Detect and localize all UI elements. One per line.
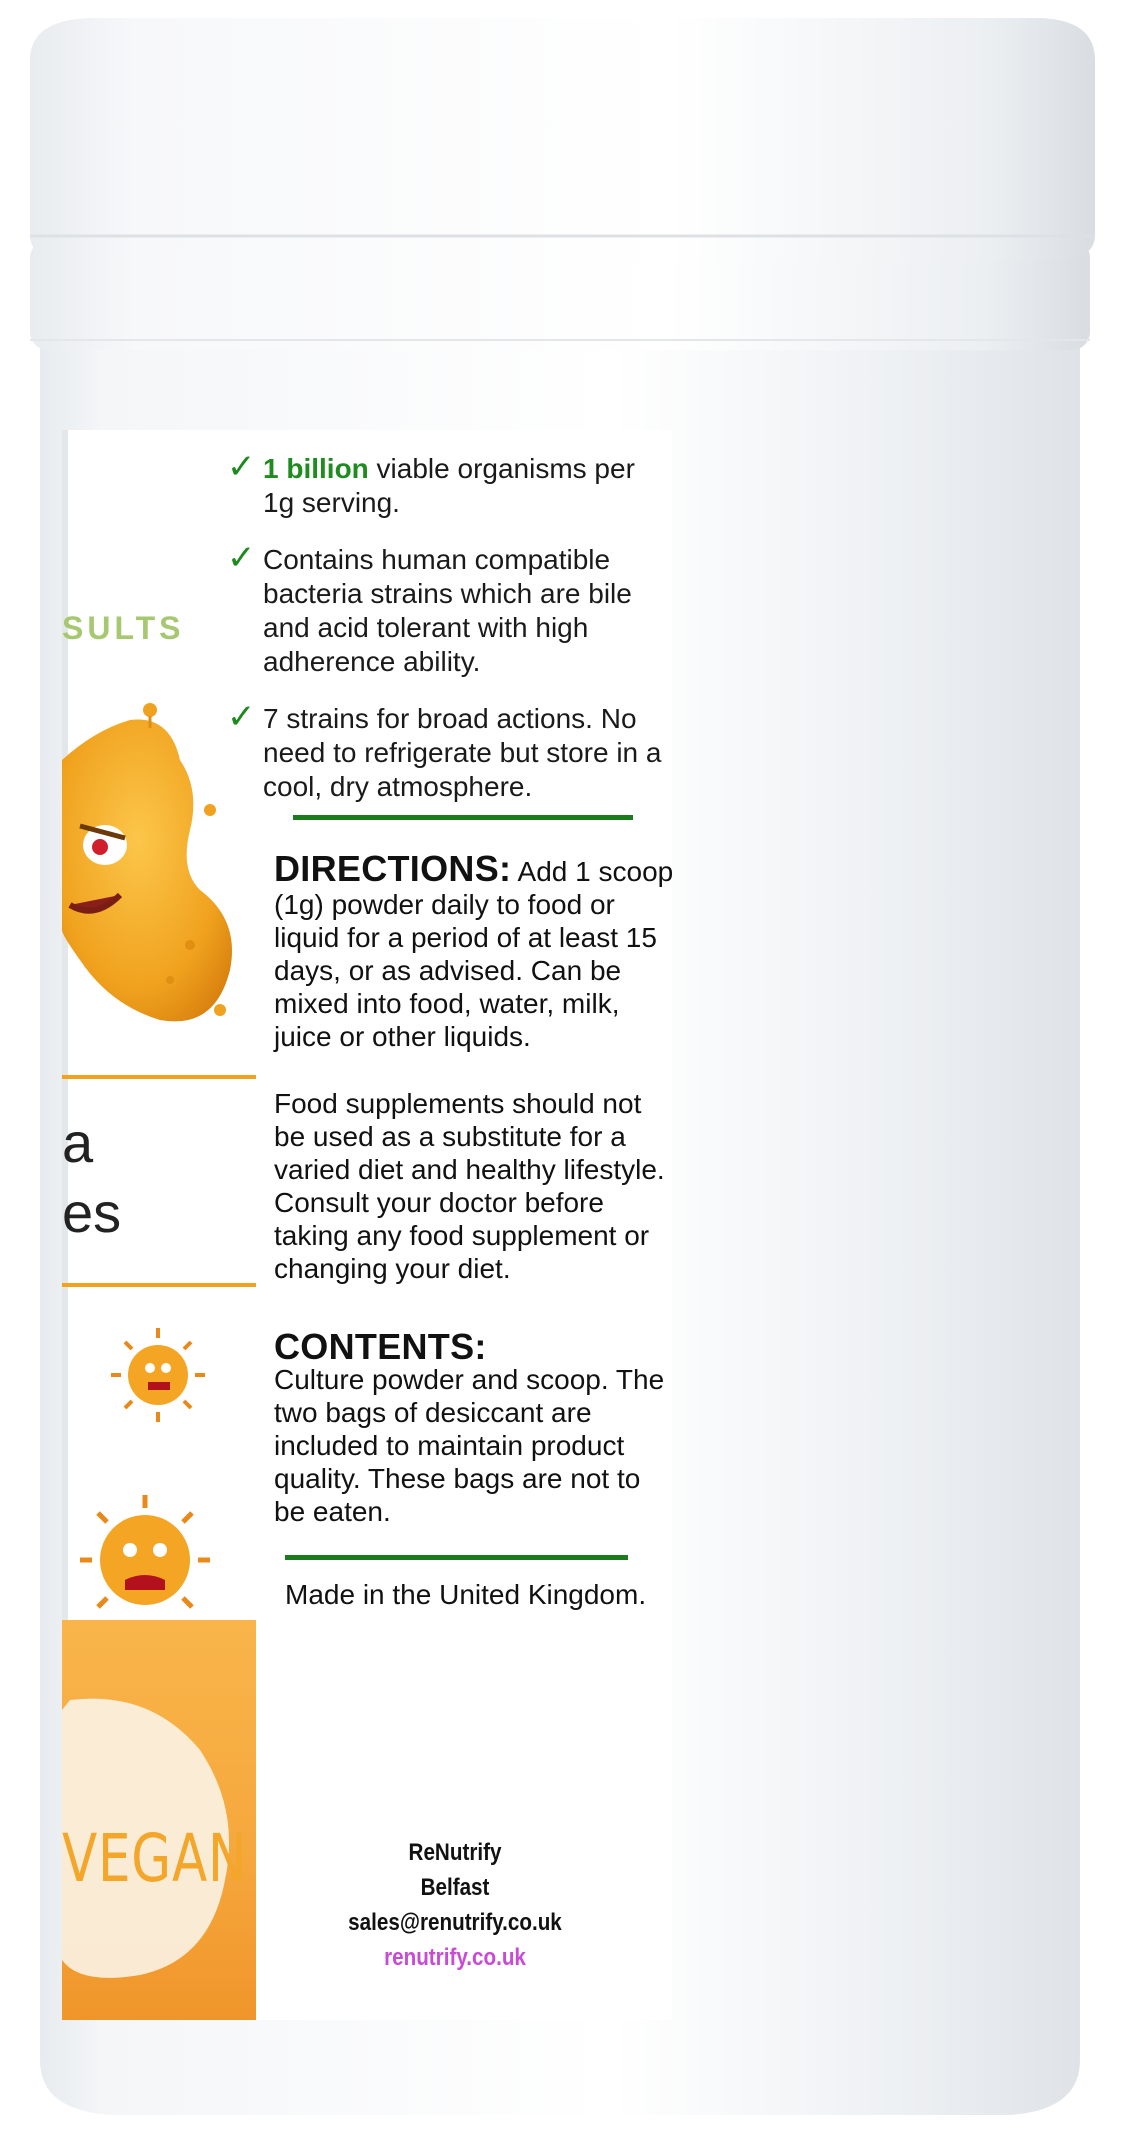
vegan-badge: VEGAN: [62, 1820, 248, 1897]
company-name: ReNutrify: [408, 1839, 502, 1866]
partial-label-line2: es: [62, 1181, 122, 1244]
partial-label-heading: SULTS: [62, 610, 185, 646]
directions-heading: DIRECTIONS:: [274, 848, 512, 889]
check-icon: ✓: [227, 538, 256, 578]
check-icon: ✓: [227, 697, 256, 737]
contents-text: Culture powder and scoop. The two bags of desiccant are included to maintain product quality. These bags are not to be eaten.: [274, 1364, 665, 1527]
green-divider: [285, 1555, 628, 1560]
benefit-item: ✓ 1 billion viable organisms per 1g serving.: [227, 447, 635, 518]
orange-divider: [62, 1075, 256, 1079]
company-address: [322, 1835, 589, 1975]
benefit-item: ✓ Contains human compatible bacteria strains which are bile and acid tolerant with high adherence ability.: [227, 538, 632, 677]
company-city: Belfast: [420, 1874, 490, 1901]
directions-section: [274, 848, 674, 1053]
contents-heading: CONTENTS:: [274, 1326, 487, 1367]
origin-text: Made in the United Kingdom.: [285, 1579, 647, 1610]
directions-text: Add 1 scoop (1g) powder daily to food or liquid for a period of at least 15 days, or as advised. Can be mixed into food, water, milk, juice or other liquids.: [274, 856, 674, 1052]
green-divider: [293, 815, 633, 820]
orange-divider: [62, 1283, 256, 1287]
contents-section: [274, 1326, 674, 1528]
supplement-note: Food supplements should not be used as a substitute for a varied diet and healthy lifestyle. Consult your doctor before taking any food supplement or changing your diet.: [274, 1088, 665, 1284]
check-icon: ✓: [227, 447, 256, 487]
benefit-item: ✓ 7 strains for broad actions. No need to refrigerate but store in a cool, dry atmosphere.: [227, 697, 662, 802]
company-website: renutrify.co.uk: [384, 1944, 526, 1971]
partial-label-line1: a: [62, 1111, 94, 1174]
company-email: sales@renutrify.co.uk: [348, 1909, 562, 1936]
